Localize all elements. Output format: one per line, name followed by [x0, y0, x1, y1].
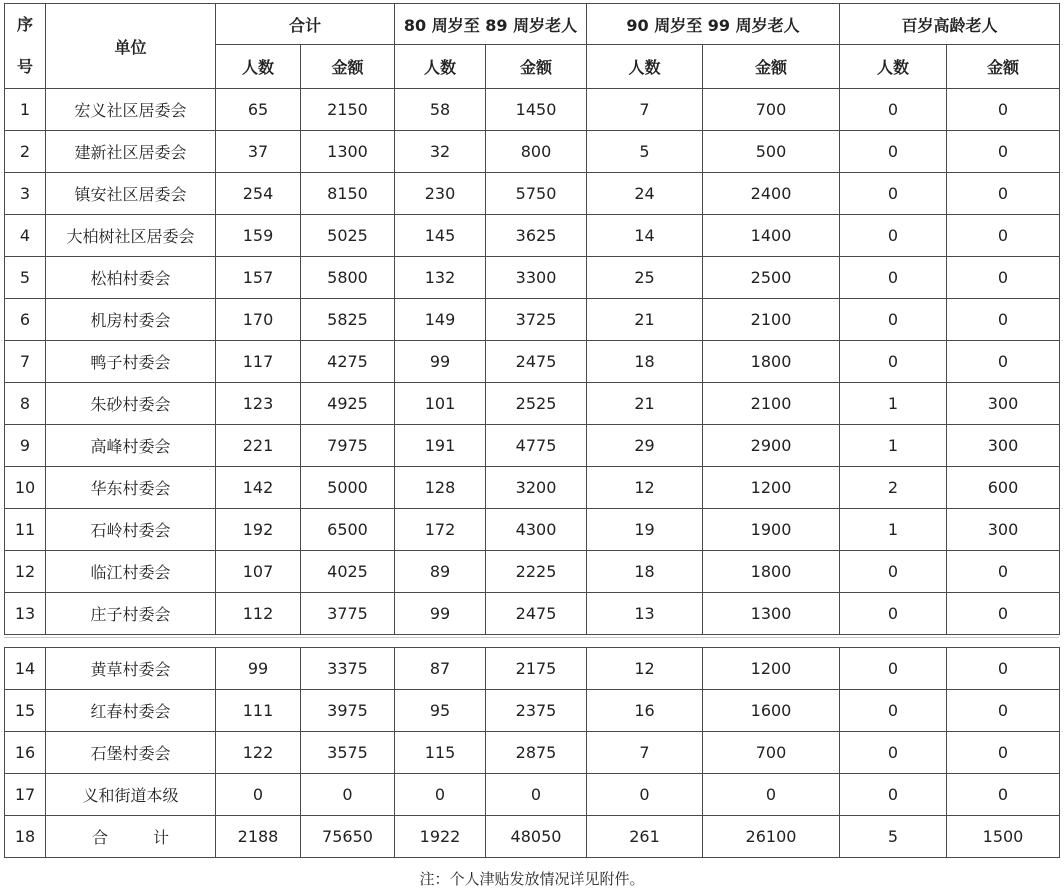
- total-count: 254: [216, 173, 301, 215]
- age80-count: 99: [395, 593, 486, 635]
- age90-amount: 1200: [703, 467, 840, 509]
- age100-amount: 0: [947, 257, 1060, 299]
- age90-amount: 2100: [703, 299, 840, 341]
- age100-amount: 600: [947, 467, 1060, 509]
- total-amount: 5000: [301, 467, 395, 509]
- age90-count: 0: [587, 774, 703, 816]
- age100-amount: 0: [947, 648, 1060, 690]
- table-row: [5, 690, 1060, 732]
- age90-amount: 0: [703, 774, 840, 816]
- age80-count: 87: [395, 648, 486, 690]
- age90-amount: 1600: [703, 690, 840, 732]
- age100-amount: 300: [947, 383, 1060, 425]
- age80-amount: 800: [486, 131, 587, 173]
- age90-count: 7: [587, 89, 703, 131]
- age100-amount: 0: [947, 215, 1060, 257]
- age100-count: 5: [840, 816, 947, 858]
- row-seq: 11: [5, 509, 46, 551]
- row-seq: 3: [5, 173, 46, 215]
- age80-amount: 3300: [486, 257, 587, 299]
- total-amount: 3575: [301, 732, 395, 774]
- total-amount: 1300: [301, 131, 395, 173]
- total-count: 159: [216, 215, 301, 257]
- table-row: [5, 551, 1060, 593]
- group-header-90-99: 90 周岁至 99 周岁老人: [587, 4, 840, 45]
- age100-amount: 0: [947, 732, 1060, 774]
- row-seq: 17: [5, 774, 46, 816]
- age80-amount: 2525: [486, 383, 587, 425]
- age100-count: 0: [840, 551, 947, 593]
- age80-count: 191: [395, 425, 486, 467]
- table-row: [5, 383, 1060, 425]
- age90-count: 16: [587, 690, 703, 732]
- row-seq: 4: [5, 215, 46, 257]
- age80-amount: 3625: [486, 215, 587, 257]
- row-seq: 5: [5, 257, 46, 299]
- age80-count: 89: [395, 551, 486, 593]
- age80-count: 0: [395, 774, 486, 816]
- row-seq: 14: [5, 648, 46, 690]
- age90-count: 21: [587, 383, 703, 425]
- age80-count: 95: [395, 690, 486, 732]
- total-count: 142: [216, 467, 301, 509]
- age90-amount: 1400: [703, 215, 840, 257]
- row-seq: 2: [5, 131, 46, 173]
- age100-count: 0: [840, 299, 947, 341]
- total-amount: 5825: [301, 299, 395, 341]
- table-row: [5, 299, 1060, 341]
- age90-count: 24: [587, 173, 703, 215]
- row-unit: 华东村委会: [46, 467, 216, 509]
- age100-amount: 0: [947, 173, 1060, 215]
- group-header-total: 合计: [216, 4, 395, 45]
- age80-count: 172: [395, 509, 486, 551]
- total-amount: 4025: [301, 551, 395, 593]
- age80-count: 132: [395, 257, 486, 299]
- total-count: 112: [216, 593, 301, 635]
- age80-amount: 0: [486, 774, 587, 816]
- row-unit: 镇安社区居委会: [46, 173, 216, 215]
- subheader-amount: 金额: [947, 45, 1060, 89]
- seq-header-bottom: 号: [16, 57, 33, 76]
- age90-count: 29: [587, 425, 703, 467]
- subheader-amount: 金额: [301, 45, 395, 89]
- age100-count: 0: [840, 89, 947, 131]
- age100-amount: 0: [947, 89, 1060, 131]
- age100-count: 0: [840, 690, 947, 732]
- total-count: 170: [216, 299, 301, 341]
- age100-amount: 1500: [947, 816, 1060, 858]
- row-seq: 18: [5, 816, 46, 858]
- row-unit: 黄草村委会: [46, 648, 216, 690]
- age100-count: 1: [840, 425, 947, 467]
- age90-count: 19: [587, 509, 703, 551]
- age80-amount: 2175: [486, 648, 587, 690]
- total-amount: 3375: [301, 648, 395, 690]
- total-count: 157: [216, 257, 301, 299]
- total-amount: 5025: [301, 215, 395, 257]
- row-unit: 石岭村委会: [46, 509, 216, 551]
- total-amount: 7975: [301, 425, 395, 467]
- age100-amount: 0: [947, 690, 1060, 732]
- table-row: [5, 593, 1060, 635]
- age80-amount: 3725: [486, 299, 587, 341]
- age90-count: 13: [587, 593, 703, 635]
- total-amount: 2150: [301, 89, 395, 131]
- row-unit: 高峰村委会: [46, 425, 216, 467]
- age100-amount: 300: [947, 509, 1060, 551]
- total-count: 0: [216, 774, 301, 816]
- total-amount: 0: [301, 774, 395, 816]
- age100-count: 0: [840, 774, 947, 816]
- age100-amount: 0: [947, 341, 1060, 383]
- footnote: 注：个人津贴发放情况详见附件。: [419, 870, 645, 888]
- total-count: 2188: [216, 816, 301, 858]
- age90-amount: 1800: [703, 551, 840, 593]
- table-row: [5, 816, 1060, 858]
- age80-count: 1922: [395, 816, 486, 858]
- row-unit: 朱砂村委会: [46, 383, 216, 425]
- age100-amount: 0: [947, 551, 1060, 593]
- age90-count: 12: [587, 467, 703, 509]
- row-seq: 6: [5, 299, 46, 341]
- total-count: 65: [216, 89, 301, 131]
- row-seq: 9: [5, 425, 46, 467]
- total-amount: 75650: [301, 816, 395, 858]
- age90-count: 25: [587, 257, 703, 299]
- age90-amount: 2900: [703, 425, 840, 467]
- table-row: [5, 257, 1060, 299]
- total-count: 117: [216, 341, 301, 383]
- row-unit: 宏义社区居委会: [46, 89, 216, 131]
- group-header-centenarian: 百岁高龄老人: [840, 4, 1060, 45]
- table-row: [5, 732, 1060, 774]
- age100-amount: 0: [947, 299, 1060, 341]
- table-row: [5, 509, 1060, 551]
- subheader-amount: 金额: [703, 45, 840, 89]
- age90-count: 18: [587, 551, 703, 593]
- age80-count: 230: [395, 173, 486, 215]
- subheader-count: 人数: [587, 45, 703, 89]
- row-unit: 机房村委会: [46, 299, 216, 341]
- total-amount: 5800: [301, 257, 395, 299]
- total-amount: 3975: [301, 690, 395, 732]
- table-row: [5, 341, 1060, 383]
- row-seq: 1: [5, 89, 46, 131]
- seq-header: [5, 4, 46, 89]
- age80-amount: 2475: [486, 593, 587, 635]
- page-break-divider: [4, 637, 1059, 639]
- age100-count: 0: [840, 341, 947, 383]
- age90-count: 18: [587, 341, 703, 383]
- total-count: 123: [216, 383, 301, 425]
- subheader-amount: 金额: [486, 45, 587, 89]
- row-unit: 大柏树社区居委会: [46, 215, 216, 257]
- age80-amount: 2225: [486, 551, 587, 593]
- age90-amount: 1800: [703, 341, 840, 383]
- age90-count: 261: [587, 816, 703, 858]
- age90-amount: 2100: [703, 383, 840, 425]
- total-amount: 3775: [301, 593, 395, 635]
- row-unit: 鸭子村委会: [46, 341, 216, 383]
- table-row: [5, 173, 1060, 215]
- age90-amount: 700: [703, 732, 840, 774]
- age80-amount: 4775: [486, 425, 587, 467]
- row-unit: 建新社区居委会: [46, 131, 216, 173]
- total-count: 122: [216, 732, 301, 774]
- row-seq: 16: [5, 732, 46, 774]
- age90-amount: 2500: [703, 257, 840, 299]
- subsidy-table-part1: [4, 3, 1060, 635]
- age90-amount: 2400: [703, 173, 840, 215]
- row-seq: 8: [5, 383, 46, 425]
- age100-amount: 0: [947, 131, 1060, 173]
- row-unit: 松柏村委会: [46, 257, 216, 299]
- age100-count: 0: [840, 215, 947, 257]
- age80-count: 128: [395, 467, 486, 509]
- age80-count: 32: [395, 131, 486, 173]
- age80-count: 101: [395, 383, 486, 425]
- age90-count: 12: [587, 648, 703, 690]
- total-amount: 8150: [301, 173, 395, 215]
- age100-count: 0: [840, 732, 947, 774]
- row-seq: 13: [5, 593, 46, 635]
- age80-count: 99: [395, 341, 486, 383]
- age80-count: 149: [395, 299, 486, 341]
- subheader-count: 人数: [840, 45, 947, 89]
- total-count: 99: [216, 648, 301, 690]
- age80-amount: 1450: [486, 89, 587, 131]
- age100-count: 0: [840, 257, 947, 299]
- table-row: [5, 215, 1060, 257]
- age80-amount: 2375: [486, 690, 587, 732]
- age80-amount: 48050: [486, 816, 587, 858]
- subheader-count: 人数: [216, 45, 301, 89]
- age100-count: 0: [840, 173, 947, 215]
- total-count: 37: [216, 131, 301, 173]
- row-seq: 15: [5, 690, 46, 732]
- age100-amount: 300: [947, 425, 1060, 467]
- age100-amount: 0: [947, 774, 1060, 816]
- table-row: [5, 131, 1060, 173]
- age80-amount: 4300: [486, 509, 587, 551]
- total-amount: 4275: [301, 341, 395, 383]
- group-header-80-89: 80 周岁至 89 周岁老人: [395, 4, 587, 45]
- table-row: [5, 89, 1060, 131]
- total-amount: 6500: [301, 509, 395, 551]
- age90-amount: 1300: [703, 593, 840, 635]
- total-amount: 4925: [301, 383, 395, 425]
- row-unit: 庄子村委会: [46, 593, 216, 635]
- age100-count: 0: [840, 593, 947, 635]
- age90-count: 5: [587, 131, 703, 173]
- age80-amount: 5750: [486, 173, 587, 215]
- subheader-count: 人数: [395, 45, 486, 89]
- age80-amount: 3200: [486, 467, 587, 509]
- row-seq: 12: [5, 551, 46, 593]
- age80-count: 145: [395, 215, 486, 257]
- subsidy-table-part2: [4, 647, 1060, 858]
- age90-count: 7: [587, 732, 703, 774]
- age80-count: 58: [395, 89, 486, 131]
- age100-count: 2: [840, 467, 947, 509]
- age90-amount: 26100: [703, 816, 840, 858]
- age100-count: 0: [840, 131, 947, 173]
- age90-amount: 1900: [703, 509, 840, 551]
- age90-amount: 700: [703, 89, 840, 131]
- age90-amount: 500: [703, 131, 840, 173]
- age90-count: 21: [587, 299, 703, 341]
- table-row: [5, 648, 1060, 690]
- table-row: [5, 425, 1060, 467]
- total-count: 221: [216, 425, 301, 467]
- total-count: 192: [216, 509, 301, 551]
- age100-count: 1: [840, 383, 947, 425]
- row-seq: 10: [5, 467, 46, 509]
- age90-count: 14: [587, 215, 703, 257]
- age80-amount: 2875: [486, 732, 587, 774]
- age100-count: 1: [840, 509, 947, 551]
- total-count: 111: [216, 690, 301, 732]
- row-unit: 合 计: [46, 816, 216, 858]
- age100-count: 0: [840, 648, 947, 690]
- table-row: [5, 774, 1060, 816]
- age90-amount: 1200: [703, 648, 840, 690]
- row-unit: 义和街道本级: [46, 774, 216, 816]
- seq-header-top: 序: [16, 15, 33, 34]
- table-row: [5, 467, 1060, 509]
- total-count: 107: [216, 551, 301, 593]
- age80-amount: 2475: [486, 341, 587, 383]
- row-unit: 石堡村委会: [46, 732, 216, 774]
- row-seq: 7: [5, 341, 46, 383]
- row-unit: 红春村委会: [46, 690, 216, 732]
- row-unit: 临江村委会: [46, 551, 216, 593]
- unit-header: 单位: [46, 4, 216, 89]
- age100-amount: 0: [947, 593, 1060, 635]
- age80-count: 115: [395, 732, 486, 774]
